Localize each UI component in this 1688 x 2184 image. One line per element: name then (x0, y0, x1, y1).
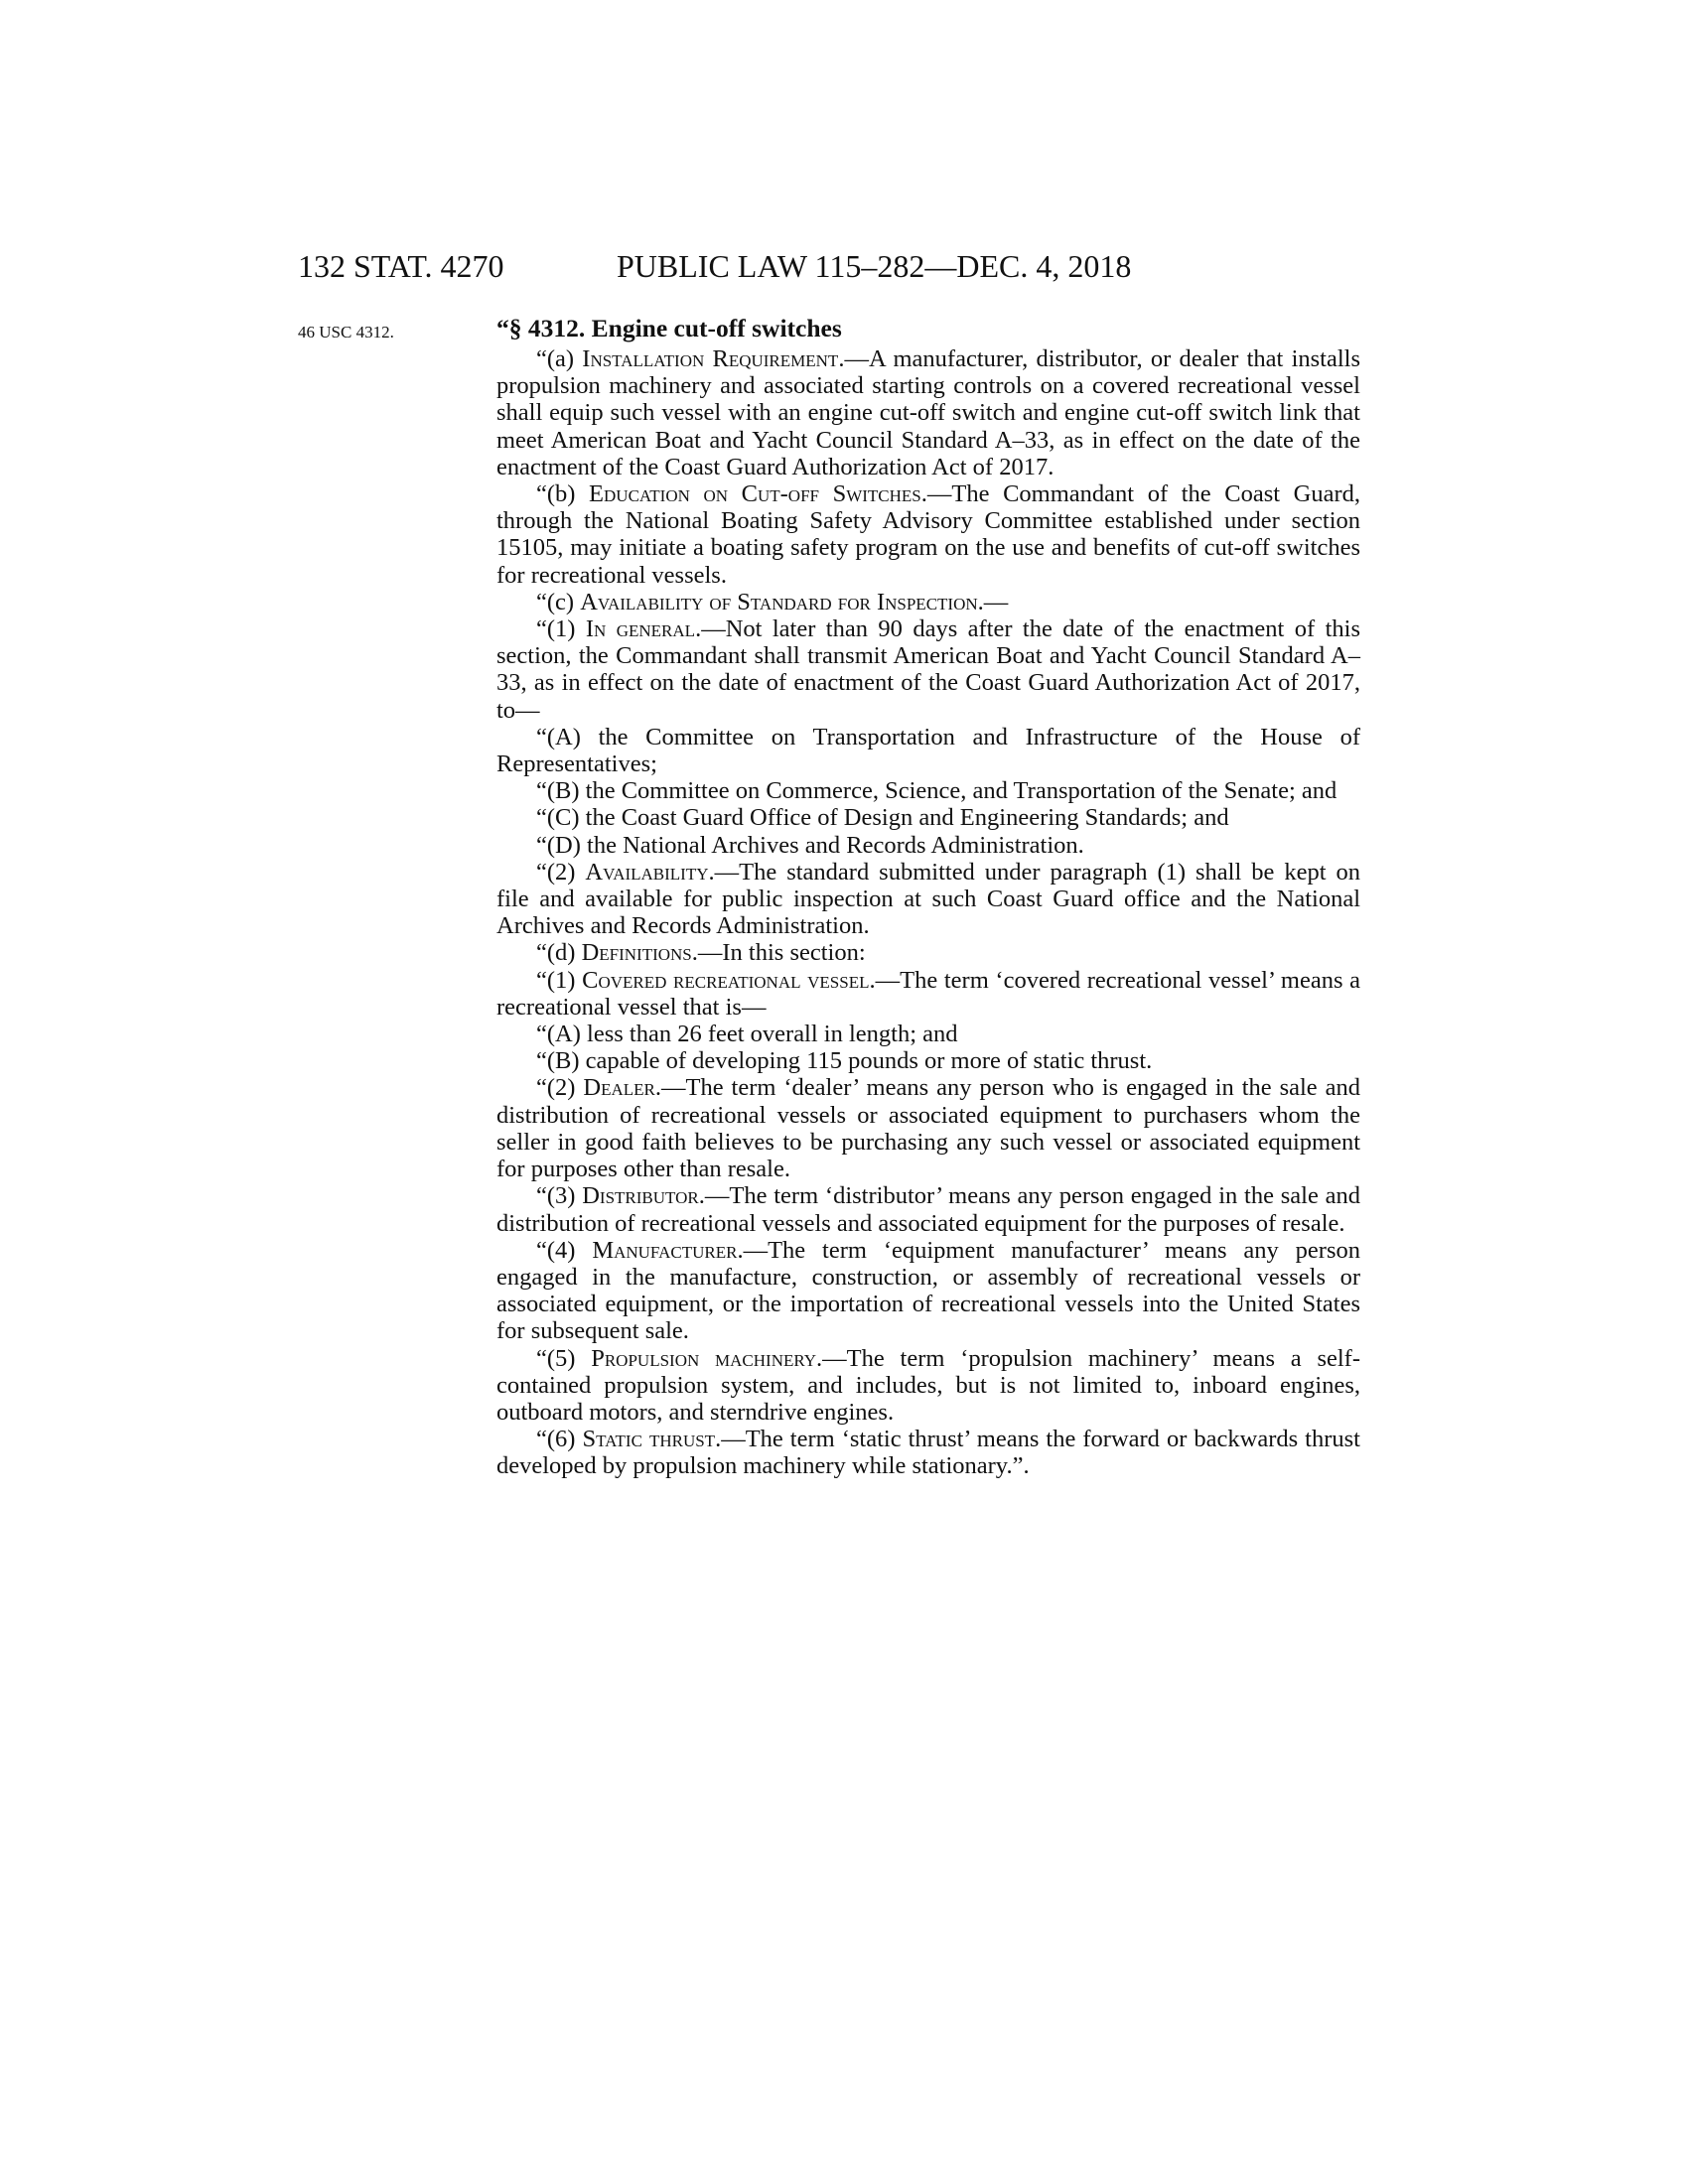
public-law-citation: PUBLIC LAW 115–282—DEC. 4, 2018 (617, 248, 1132, 284)
paragraph (496, 777, 1360, 804)
paragraph (496, 589, 1360, 615)
paragraph-text: “(C) the Coast Guard Office of Design and Engineering Standards; and (536, 804, 1229, 832)
paragraph-list (496, 345, 1360, 1480)
paragraph (496, 1021, 1360, 1047)
paragraph (496, 1237, 1360, 1345)
paragraph-caption: Installation Requirement (582, 345, 839, 372)
paragraph-lead: “(2) (536, 1074, 584, 1102)
paragraph-lead: “(c) (536, 588, 581, 615)
paragraph-lead: “(1) (536, 966, 583, 994)
paragraph-lead: “(5) (536, 1344, 592, 1372)
paragraph-text: .—A manufacturer, distributor, or dealer that installs propulsion machinery and associated starting controls on a covered recreational vessel shall equip such vessel with an engine cut-off switch and engine cut-off switch link that meet American Boat and Yacht Council Standard A–33, as in effect on the date of the enactment of the Coast Guard Authorization Act of 2017. (496, 345, 1360, 480)
paragraph-text: .—The term ‘propulsion machinery’ means a self-contained propulsion system, and includes, but is not limited to, inboard engines, outboard motors, and sterndrive engines. (496, 1344, 1360, 1426)
paragraph (496, 967, 1360, 1021)
paragraph-lead: “(3) (536, 1182, 583, 1210)
paragraph-lead: “(1) (536, 615, 586, 643)
paragraph-caption: Availability of Standard for Inspection (580, 588, 978, 615)
paragraph-caption: Manufacturer (592, 1236, 738, 1264)
margin-citation: 46 USC 4312. (298, 323, 394, 341)
paragraph-text: .—The term ‘dealer’ means any person who is engaged in the sale and distribution of recreational vessels or associated equipment to purchasers whom the seller in good faith believes to be purchasing any such vessel or associated equipment for purposes other than resale. (496, 1074, 1360, 1183)
paragraph-text: .—The term ‘covered recreational vessel’ means a recreational vessel that is— (496, 966, 1361, 1021)
paragraph-text: .—Not later than 90 days after the date of the enactment of this section, the Commandant shall transmit American Boat and Yacht Council Standard A–33, as in effect on the date of enactment of the Coast Guard Authorization Act of 2017, to— (496, 615, 1360, 724)
paragraph (496, 345, 1360, 480)
section-body (496, 312, 1360, 1480)
paragraph-text: .—The term ‘static thrust’ means the forward or backwards thrust developed by propulsion machinery while stationary.”. (496, 1426, 1360, 1480)
paragraph (496, 1047, 1360, 1074)
paragraph-text: “(A) the Committee on Transportation and Infrastructure of the House of Representatives; (496, 723, 1360, 778)
paragraph-lead: “(a) (536, 345, 583, 372)
paragraph-text: .—The term ‘equipment manufacturer’ means any person engaged in the manufacture, construction, or assembly of recreational vessels or associated equipment, or the importation of recreational vessels into the United States for subsequent sale. (496, 1236, 1360, 1345)
paragraph-text: “(B) capable of developing 115 pounds or more of static thrust. (536, 1047, 1153, 1075)
paragraph-caption: In general (585, 615, 696, 643)
paragraph-caption: Education on Cut-off Switches (589, 480, 921, 508)
paragraph (496, 1345, 1360, 1427)
paragraph-text: .—The term ‘distributor’ means any person engaged in the sale and distribution of recreational vessels and associated equipment for the purposes of resale. (496, 1182, 1360, 1237)
paragraph-caption: Dealer (583, 1074, 655, 1102)
paragraph (496, 939, 1360, 966)
section-heading: “§ 4312. Engine cut-off switches (496, 314, 842, 342)
paragraph (496, 859, 1360, 940)
paragraph (496, 724, 1360, 777)
paragraph-text: “(B) the Committee on Commerce, Science, and Transportation of the Senate; and (536, 777, 1337, 805)
paragraph (496, 480, 1360, 589)
paragraph-text: .—The standard submitted under paragraph (1) shall be kept on file and available for public inspection at such Coast Guard office and the National Archives and Records Administration. (496, 858, 1360, 940)
stat-page-number: 132 STAT. 4270 (298, 248, 504, 284)
paragraph (496, 1182, 1360, 1236)
paragraph (496, 615, 1360, 724)
paragraph-lead: “(4) (536, 1236, 593, 1264)
paragraph-text: “(A) less than 26 feet overall in length; and (536, 1021, 958, 1048)
paragraph-lead: “(2) (536, 858, 586, 886)
paragraph-caption: Static thrust (582, 1426, 716, 1453)
paragraph-text: “(D) the National Archives and Records Administration. (536, 831, 1084, 859)
paragraph-caption: Distributor (582, 1182, 699, 1210)
paragraph (496, 804, 1360, 831)
paragraph (496, 1074, 1360, 1182)
paragraph-lead: “(b) (536, 480, 590, 508)
paragraph (496, 1426, 1360, 1479)
paragraph (496, 832, 1360, 859)
paragraph-caption: Covered recreational vessel (582, 966, 870, 994)
paragraph-text: .—In this section: (691, 939, 866, 967)
paragraph-text: .—The Commandant of the Coast Guard, through the National Boating Safety Advisory Committee established under section 15105, may initiate a boating safety program on the use and benefits of cut-off switches for recreational vessels. (496, 480, 1360, 589)
paragraph-lead: “(d) (536, 939, 582, 967)
paragraph-caption: Propulsion machinery (591, 1344, 817, 1372)
paragraph-caption: Definitions (581, 939, 692, 967)
paragraph-text: .— (977, 588, 1009, 615)
paragraph-caption: Availability (585, 858, 709, 886)
paragraph-lead: “(6) (536, 1426, 583, 1453)
page-header (298, 246, 1291, 286)
